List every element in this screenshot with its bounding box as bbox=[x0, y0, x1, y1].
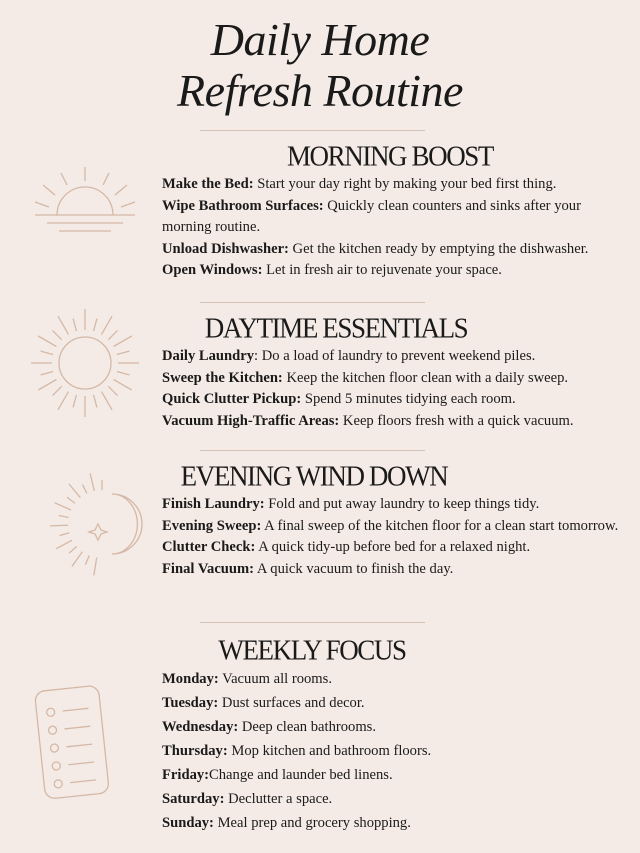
list-item: Finish Laundry: Fold and put away laundry to keep things tidy. bbox=[162, 496, 540, 512]
list-item: Friday:Change and launder bed linens. bbox=[162, 767, 393, 783]
sun-icon bbox=[30, 305, 140, 421]
page-title-line-1: Daily Home bbox=[210, 14, 430, 65]
list-item: Sweep the Kitchen: Keep the kitchen floor clean with a daily sweep. bbox=[162, 369, 569, 386]
list-item: Thursday: Mop kitchen and bathroom floors. bbox=[162, 743, 432, 759]
list-item: Tuesday: Dust surfaces and decor. bbox=[162, 695, 365, 711]
list-item: Monday: Vacuum all rooms. bbox=[162, 671, 332, 687]
list-item: Vacuum High-Traffic Areas: Keep floors fresh with a quick vacuum. bbox=[162, 412, 574, 429]
section-list-morning bbox=[162, 174, 632, 282]
list-item: Daily Laundry: Do a load of laundry to prevent weekend piles. bbox=[162, 348, 536, 364]
section-list-weekly bbox=[162, 667, 632, 835]
section-heading-morning: MORNING BOOST bbox=[286, 140, 494, 172]
checklist-icon bbox=[24, 678, 124, 808]
list-item: Make the Bed: Start your day right by making your bed first thing. bbox=[162, 176, 557, 192]
divider bbox=[200, 622, 425, 623]
sunrise-icon bbox=[25, 165, 145, 245]
section-heading-evening: EVENING WIND DOWN bbox=[180, 460, 448, 492]
section-list-daytime bbox=[162, 346, 632, 432]
list-item: Evening Sweep: A final sweep of the kitchen floor for a clean start tomorrow. bbox=[162, 517, 619, 534]
list-item: Sunday: Meal prep and grocery shopping. bbox=[162, 815, 411, 831]
list-item: Wednesday: Deep clean bathrooms. bbox=[162, 719, 377, 735]
page-title-line-2: Refresh Routine bbox=[177, 65, 463, 116]
moon-icon bbox=[50, 458, 160, 578]
divider bbox=[200, 302, 425, 303]
section-heading-weekly: WEEKLY FOCUS bbox=[218, 634, 406, 666]
list-item: Open Windows: Let in fresh air to rejuvenate your space. bbox=[162, 262, 502, 278]
divider bbox=[200, 450, 425, 451]
list-item: Quick Clutter Pickup: Spend 5 minutes tidying each room. bbox=[162, 391, 516, 407]
divider bbox=[200, 130, 425, 131]
list-item: Clutter Check: A quick tidy-up before bed for a relaxed night. bbox=[162, 539, 531, 555]
page-title bbox=[0, 14, 640, 116]
section-heading-daytime: DAYTIME ESSENTIALS bbox=[204, 312, 468, 344]
list-item: Saturday: Declutter a space. bbox=[162, 791, 333, 807]
section-list-evening bbox=[162, 494, 632, 580]
list-item: Final Vacuum: A quick vacuum to finish the day. bbox=[162, 560, 454, 577]
list-item: Unload Dishwasher: Get the kitchen ready by emptying the dishwasher. bbox=[162, 240, 589, 257]
list-item: Wipe Bathroom Surfaces: Quickly clean counters and sinks after your morning routine. bbox=[162, 197, 581, 235]
